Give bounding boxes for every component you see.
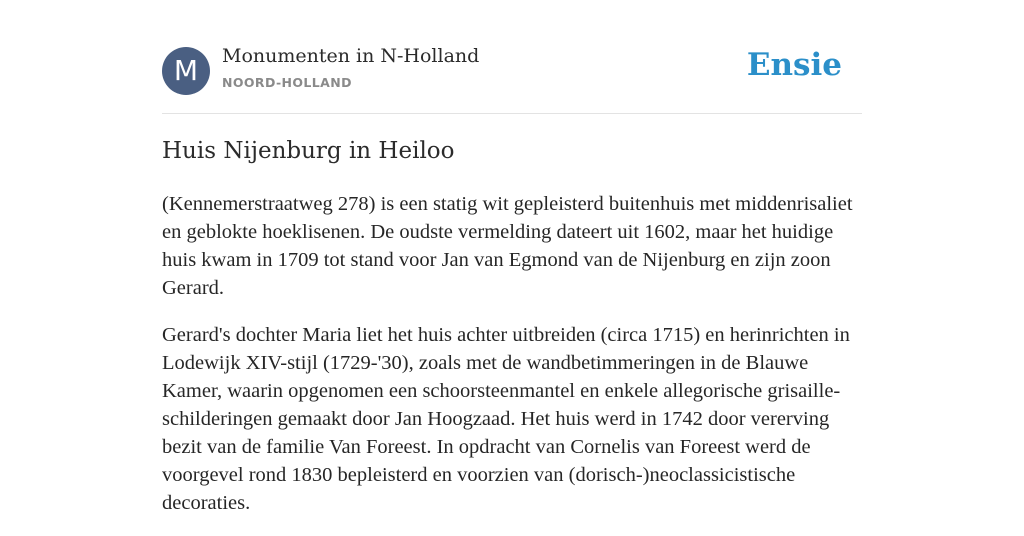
article-paragraph: (Kennemerstraatweg 278) is een statig wit gepleisterd buitenhuis met middenrisaliet en geblokte hoeklisenen. De oudste vermelding dateert uit 1602, maar het huidige huis kwam in 1709 tot stand voor Jan van Egmond van de Nijenburg en zijn zoon Gerard. bbox=[162, 193, 853, 299]
article-title: Huis Nijenburg in Heiloo bbox=[162, 138, 455, 164]
channel-region[interactable]: NOORD-HOLLAND bbox=[222, 75, 352, 90]
article-body bbox=[162, 190, 862, 536]
content-card bbox=[162, 0, 862, 514]
channel-name[interactable]: Monumenten in N-Holland bbox=[222, 45, 480, 67]
channel-header bbox=[162, 0, 862, 114]
ensie-logo[interactable]: Ensie bbox=[746, 47, 842, 83]
article-paragraph: Gerard's dochter Maria liet het huis achter uitbreiden (circa 1715) en herinrichten in Lodewijk XIV-stijl (1729-'30), zoals met de wandbetimmeringen in de Blauwe Kamer, waarin opgenomen een schoorsteenmantel en enkele allegorische grisaille-schilderingen gemaakt door Jan Hoogzaad. Het huis werd in 1742 door vererving bezit van de familie Van Foreest. In opdracht van Cornelis van Foreest werd de voorgevel rond 1830 bepleisterd en voorzien van (dorisch-)neoclassicistische decoraties. bbox=[162, 324, 850, 514]
avatar[interactable]: M bbox=[162, 47, 210, 95]
